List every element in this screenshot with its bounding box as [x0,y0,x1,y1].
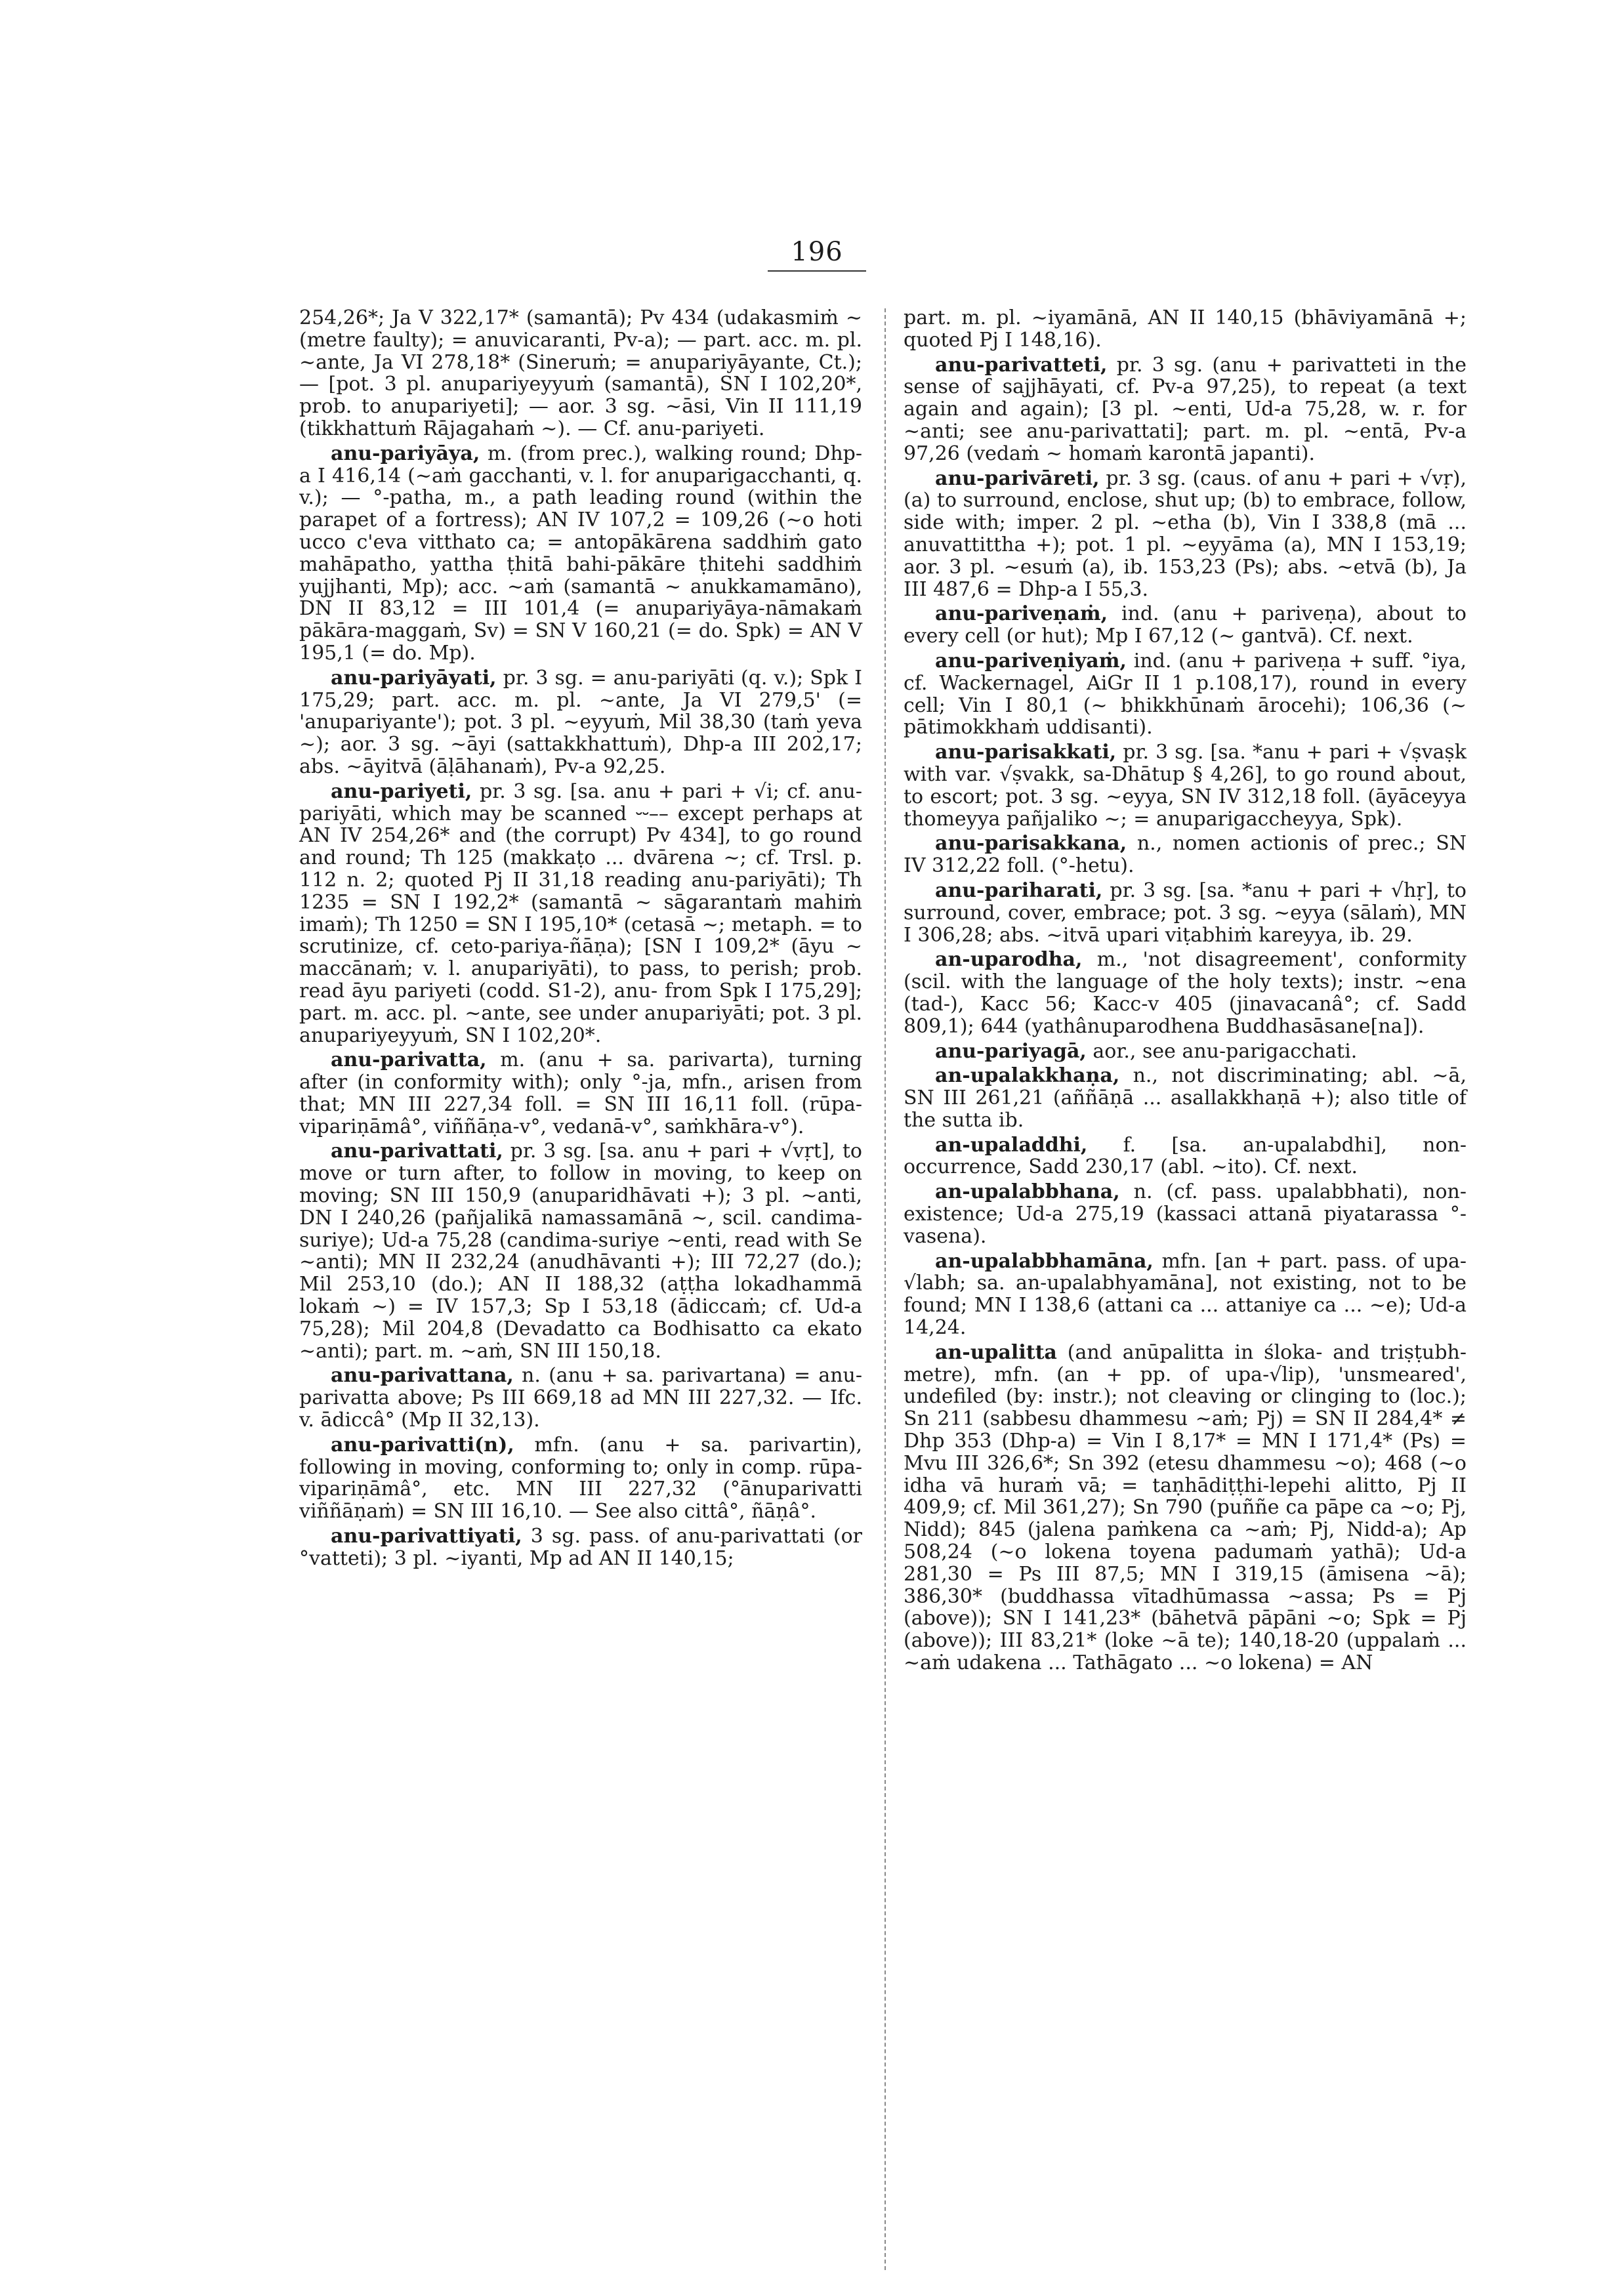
entry-headword: anu-parivatti(n), [331,1433,514,1457]
page-number: 196 [791,237,843,267]
dictionary-entry [904,1134,1467,1179]
dictionary-entry [299,1434,862,1523]
dictionary-entry [299,781,862,1047]
entry-body: n., nomen actionis of prec.; SN IV 312,22 foll. (°-hetu). [904,832,1467,878]
dictionary-entry [904,833,1467,877]
dictionary-entry [904,949,1467,1037]
entry-headword: anu-parisakkati, [935,741,1117,764]
entry-headword: anu-pariveṇaṁ, [935,602,1108,626]
entry-body: mfn. (anu + sa. parivartin), following in moving, conforming to; only in comp. rūpa-vipariṇāmâ°, etc. MN III 227,32 (°ānuparivatti viññāṇaṁ) = SN III 16,10. — See also cittâ°, ñāṇâ°. [299,1433,862,1523]
entry-body: n. (cf. pass. upalabbhati), non-existence; Ud-a 275,19 (kassaci attanā piyatarassa °-vasena). [904,1180,1467,1248]
entry-headword: anu-parivattiyati, [331,1525,522,1548]
entry-headword: anu-pariyagā, [935,1039,1087,1063]
entry-headword: an-upalabbhana, [935,1180,1120,1204]
entry-body: part. m. pl. ~iyamānā, AN II 140,15 (bhāviyamānā +; quoted Pj I 148,16). [904,306,1467,352]
entry-headword: an-upaladdhi, [935,1133,1088,1157]
entry-body: ind. (anu + pariveṇa), about to every cell (or hut); Mp I 67,12 (~ gantvā). Cf. next. [904,602,1467,648]
entry-headword: anu-pariyeti, [331,779,472,803]
entry-body: pr. 3 sg. = anu-pariyāti (q. v.); Spk I 175,29; part. acc. m. pl. ~ante, Ja VI 279,5' (= 'anupariyante'); pot. 3 pl. ~eyyuṁ, Mil 38,30 (taṁ yeva ~); aor. 3 sg. ~āyi (sattakkhattuṁ), Dhp-a III 202,17; abs. ~āyitvā (āḷāhanaṁ), Pv-a 92,25. [299,666,862,778]
dictionary-entry [904,307,1467,352]
entry-body: pr. 3 sg. (anu + parivatteti in the sense of sajjhāyati, cf. Pv-a 97,25), to repeat (a text again and again); [3 pl. ~enti, Ud-a 75,28, w. r. for ~anti; see anu-parivattati]; part. m. pl. ~entā, Pv-a 97,26 (vedaṁ ~ homaṁ karontā japanti). [904,353,1467,465]
dictionary-entry [904,1181,1467,1247]
dictionary-entry [299,1140,862,1362]
dictionary-entry [904,880,1467,946]
dictionary-entry [904,650,1467,739]
entry-headword: anu-parivattati, [331,1140,503,1163]
entry-headword: anu-pariharati, [935,879,1103,902]
dictionary-entry [904,468,1467,601]
dictionary-entry [904,1041,1467,1063]
entry-headword: an-uparodha, [935,948,1083,972]
entry-headword: an-upalakkhaṇa, [935,1064,1120,1088]
entry-body: pr. 3 sg. [sa. anu + pari + √i; cf. anu-pariyāti, which may be scanned ⏑⏑–– except perhaps at AN IV 254,26* and (the corrupt) Pv 434], to go round and round; Th 125 (makkaṭo ... dvārena ~; cf. Trsl. p. 112 n. 2; quoted Pj II 31,18 reading anu-pariyāti); Th 1235 = SN I 192,2* (samantā ~ sāgarantaṁ mahiṁ imaṁ); Th 1250 = SN I 195,10* (cetasā ~; metaph. = to scrutinize, cf. ceto-pariya-ñāṇa); [SN I 109,2* (āyu ~ maccānaṁ; v. l. anupariyāti), to pass, to perish; prob. read āyu pariyeti (codd. S1-2), anu- from Spk I 175,29]; part. m. acc. pl. ~ante, see under anupariyāti; pot. 3 pl. anupariyeyyuṁ, SN I 102,20*. [299,779,862,1047]
entry-headword: an-upalitta [935,1340,1057,1364]
entry-headword: anu-parivāreti, [935,466,1100,490]
entry-body: pr. 3 sg. (caus. of anu + pari + √vṛ), (a) to surround, enclose, shut up; (b) to embrace, follow, side with; imper. 2 pl. ~etha (b), Vin I 338,8 (mā ... anuvattittha +); pot. 1 pl. ~eyyāma (a), MN I 153,19; aor. 3 pl. ~esuṁ (a), ib. 153,23 (Ps); abs. ~etvā (b), Ja III 487,6 = Dhp-a I 55,3. [904,466,1467,601]
entry-headword: anu-pariyāyati, [331,666,497,690]
entry-headword: anu-parivatteti, [935,353,1108,377]
entry-body: pr. 3 sg. [sa. *anu + pari + √ṣvaṣk with var. √ṣvakk, sa-Dhātup § 4,26], to go round about, to escort; pot. 3 sg. ~eyya, SN IV 312,18 foll. (āyāceyya thomeyya pañjaliko ~; = anuparigaccheyya, Spk). [904,741,1467,831]
entry-body: pr. 3 sg. [sa. *anu + pari + √hṛ], to surround, cover, embrace; pot. 3 sg. ~eyya (sālaṁ), MN I 306,28; abs. ~itvā upari viṭabhiṁ kareyya, ib. 29. [904,879,1467,947]
column-divider [885,308,886,2270]
entry-headword: anu-parisakkana, [935,832,1127,856]
dictionary-entry [299,307,862,440]
entry-body: f. [sa. an-upalabdhi], non-occurrence, Sadd 230,17 (abl. ~ito). Cf. next. [904,1133,1467,1179]
dictionary-entry [299,667,862,778]
entry-body: 3 sg. pass. of anu-parivattati (or °vatteti); 3 pl. ~iyanti, Mp ad AN II 140,15; [299,1525,862,1570]
dictionary-entry [299,1049,862,1138]
right-column [904,307,1467,1674]
entry-headword: an-upalabbhamāna, [935,1249,1154,1273]
entry-body: ind. (anu + pariveṇa + suff. °iya, cf. Wackernagel, AiGr II 1 p.108,17), round in every cell; Vin I 80,1 (~ bhikkhūnaṁ ārocehi); 106,36 (~ pātimokkhaṁ uddisanti). [904,649,1467,739]
entry-body: m. (anu + sa. parivarta), turning after (in conformity with); only °-ja, mfn., arisen from that; MN III 227,34 foll. = SN III 16,11 foll. (rūpa-vipariṇāmâ°, viññāṇa-v°, vedanā-v°, saṁkhāra-v°). [299,1048,862,1138]
entry-body: mfn. [an + part. pass. of upa-√labh; sa. an-upalabhyamāna], not existing, not to be found; MN I 138,6 (attani ca ... attaniye ca ... ~e); Ud-a 14,24. [904,1249,1467,1340]
dictionary-entry [299,1365,862,1431]
entry-body: n. (anu + sa. parivartana) = anu-parivatta above; Ps III 669,18 ad MN III 227,32. — Ifc. v. ādiccâ° (Mp II 32,13). [299,1364,862,1432]
header-rule [768,270,866,272]
dictionary-entry [904,354,1467,465]
entry-body: (and anūpalitta in śloka- and triṣṭubh-metre), mfn. (an + pp. of upa-√lip), 'unsmeared', undefiled (by: instr.); not cleaving or clinging to (loc.); Sn 211 (sabbesu dhammesu ~aṁ; Pj) = SN II 284,4* ≠ Dhp 353 (Dhp-a) = Vin I 8,17* = MN I 171,4* (Ps) = Mvu III 326,6*; Sn 392 (etesu dhammesu ~o); 468 (~o idha vā huraṁ vā; = taṇhādiṭṭhi-lepehi alitto, Pj II 409,9; cf. Mil 361,27); Sn 790 (puññe ca pāpe ca ~o; Pj, Nidd); 845 (jalena paṁkena ca ~aṁ; Pj, Nidd-a); Ap 508,24 (~o lokena toyena padumaṁ yathā); Ud-a 281,30 = Ps III 87,5; MN I 319,15 (āmisena ~ā); 386,30* (buddhassa vītadhūmassa ~assa; Ps = Pj (above)); SN I 141,23* (bāhetvā pāpāni ~o; Spk = Pj (above)); III 83,21* (loke ~ā te); 140,18-20 (uppalaṁ ... ~aṁ udakena ... Tathāgato ... ~o lokena) = AN [904,1340,1467,1675]
dictionary-entry [904,1065,1467,1131]
dictionary-entry [904,1342,1467,1674]
dictionary-entry [904,741,1467,830]
left-column [299,307,862,1570]
entry-body: m. (from prec.), walking round; Dhp-a I 416,14 (~aṁ gacchanti, v. l. for anuparigacchanti, q. v.); — °-patha, m., a path leading round (within the parapet of a fortress); AN IV 107,2 = 109,26 (~o hoti ucco c'eva vitthato ca; = antopākārena saddhiṁ gato mahāpatho, yattha ṭhitā bahi-pākāre ṭhitehi saddhiṁ yujjhanti, Mp); acc. ~aṁ (samantā ~ anukkamamāno), DN II 83,12 = III 101,4 (= anupariyāya-nāmakaṁ pākāra-maggaṁ, Sv) = SN V 160,21 (= do. Spk) = AN V 195,1 (= do. Mp). [299,442,862,665]
entry-headword: anu-parivattana, [331,1364,514,1388]
entry-body: aor., see anu-parigacchati. [1093,1039,1358,1063]
entry-body: 254,26*; Ja V 322,17* (samantā); Pv 434 (udakasmiṁ ~ (metre faulty); = anuvicaranti, Pv-a); — part. acc. m. pl. ~ante, Ja VI 278,18* (Sineruṁ; = anupariyāyante, Ct.); — [pot. 3 pl. anupariyeyyuṁ (samantā), SN I 102,20*, prob. to anupariyeti]; — aor. 3 sg. ~āsi, Vin II 111,19 (tikkhattuṁ Rājagahaṁ ~). — Cf. anu-pariyeti. [299,306,862,440]
entry-headword: anu-pariyāya, [331,442,480,465]
entry-body: n., not discriminating; abl. ~ā, SN III 261,21 (aññāṇā ... asallakkhaṇā +); also title of the sutta ib. [904,1064,1467,1132]
entry-body: m., 'not disagreement', conformity (scil. with the language of the holy texts); instr. ~ena (tad-), Kacc 56; Kacc-v 405 (jinavacanâ°; cf. Sadd 809,1); 644 (yathânuparodhena Buddhasāsane[na]). [904,948,1467,1038]
dictionary-entry [904,1251,1467,1339]
entry-body: pr. 3 sg. [sa. anu + pari + √vṛt], to move or turn after, to follow in moving, to keep on moving; SN III 150,9 (anuparidhāvati +); 3 pl. ~anti, DN I 240,26 (pañjalikā namassamānā ~, scil. candima-suriye); Ud-a 75,28 (candima-suriye ~enti, read with Se ~anti); MN II 232,24 (anudhāvanti +); III 72,27 (do.); Mil 253,10 (do.); AN II 188,32 (aṭṭha lokadhammā lokaṁ ~) = IV 157,3; Sp I 53,18 (ādiccaṁ; cf. Ud-a 75,28); Mil 204,8 (Devadatto ca Bodhisatto ca ekato ~anti); part. m. ~aṁ, SN III 150,18. [299,1140,862,1363]
dictionary-entry [904,603,1467,648]
dictionary-entry [299,1525,862,1570]
entry-headword: anu-pariveṇiyaṁ, [935,649,1127,672]
entry-headword: anu-parivatta, [331,1048,487,1072]
dictionary-entry [299,443,862,665]
